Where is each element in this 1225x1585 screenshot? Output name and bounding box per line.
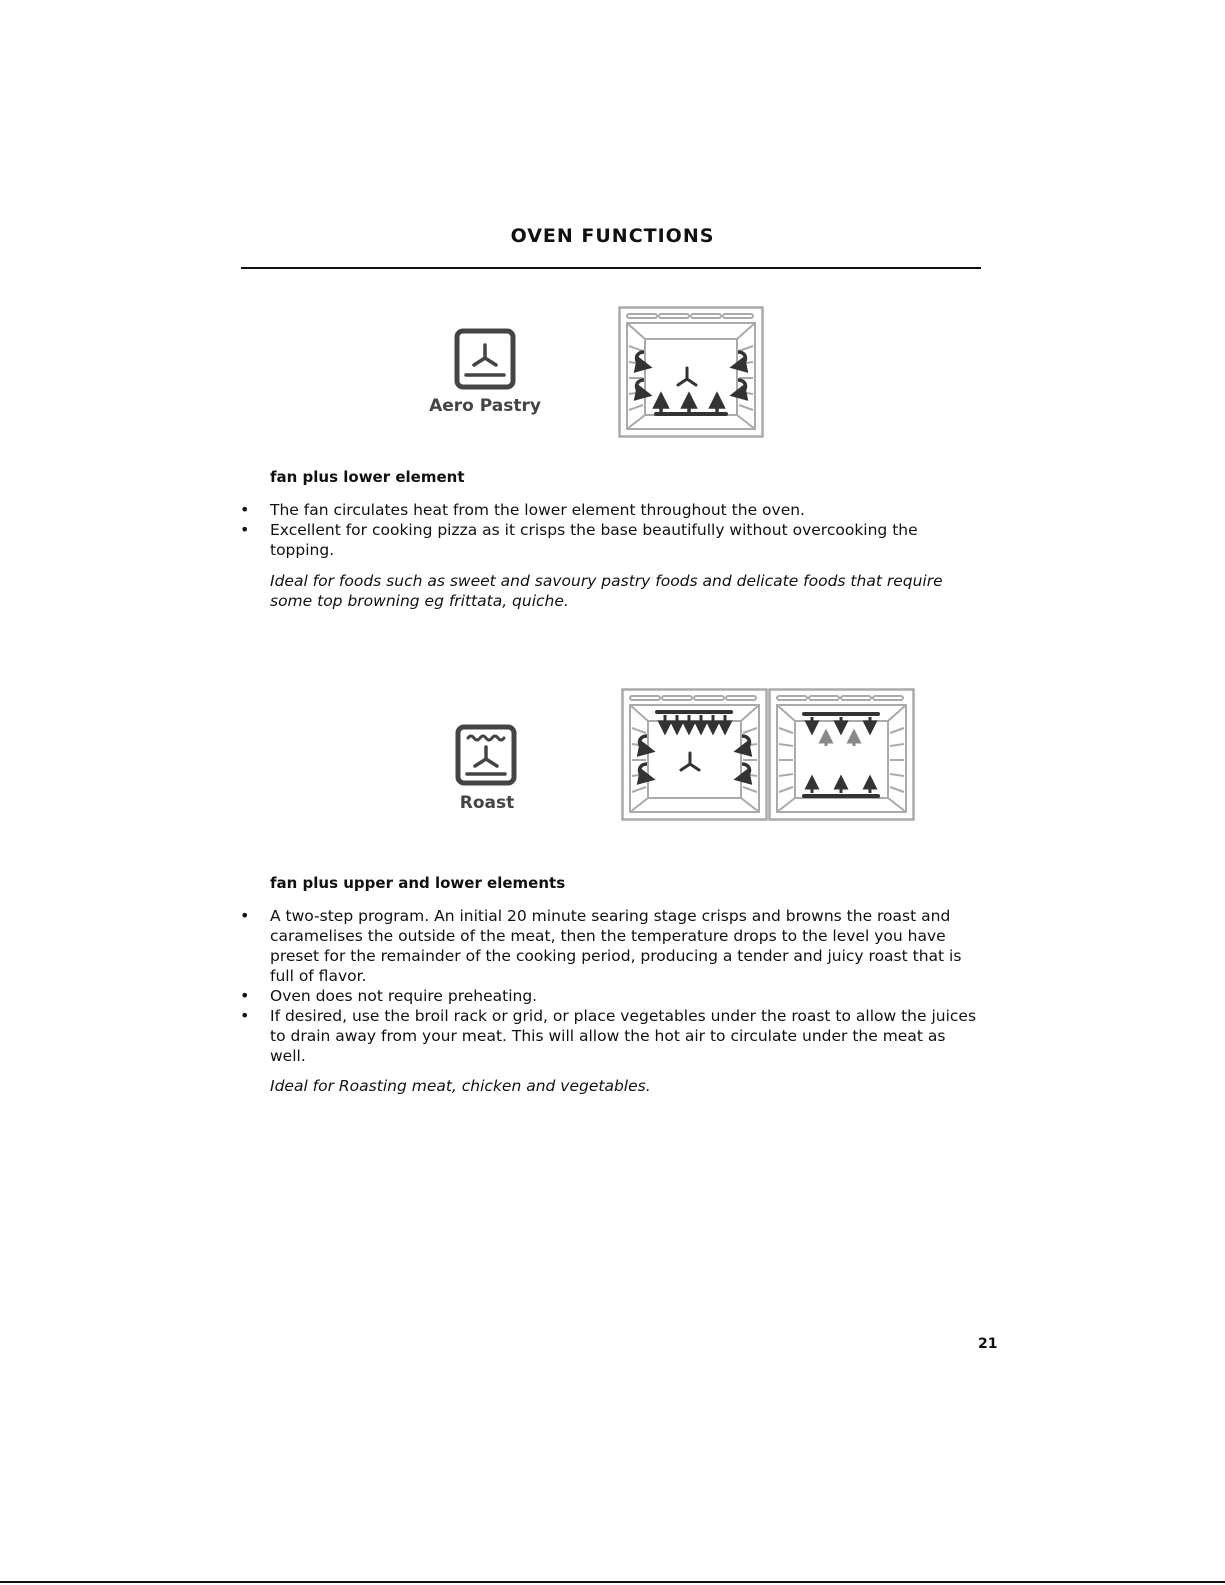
roast-icon <box>455 724 517 786</box>
aero-pastry-label: Aero Pastry <box>429 396 541 416</box>
aero-pastry-icon <box>454 328 516 390</box>
roast-searing-stage-diagram <box>621 688 768 821</box>
aero-pastry-ideal-note: Ideal for foods such as sweet and savoury pastry foods and delicate foods that require some top browning eg frittata, quiche. <box>270 572 943 610</box>
list-item: • If desired, use the broil rack or grid, or place vegetables under the roast to allow the juices to drain away from your meat. This will allow the hot air to circulate under the meat as well. <box>238 1006 978 1066</box>
list-item: • Oven does not require preheating. <box>238 986 978 1006</box>
page-title: OVEN FUNCTIONS <box>510 225 715 247</box>
header-rule <box>241 267 981 269</box>
list-item: • A two-step program. An initial 20 minute searing stage crisps and browns the roast and caramelises the outside of the meat, then the temperature drops to the level you have preset for the remainder of the cooking period, producing a tender and juicy roast that is full of flavor. <box>238 906 978 986</box>
roast-ideal-note: Ideal for Roasting meat, chicken and vegetables. <box>270 1077 651 1095</box>
roast-bullet-list <box>238 906 978 1066</box>
aero-pastry-bullet-list <box>238 500 978 560</box>
list-item: • The fan circulates heat from the lower element throughout the oven. <box>238 500 978 520</box>
roast-label: Roast <box>459 793 515 813</box>
roast-cooking-stage-diagram <box>768 688 915 821</box>
aero-pastry-subheading: fan plus lower element <box>270 468 465 486</box>
aero-pastry-airflow-diagram <box>618 306 764 438</box>
page-number: 21 <box>978 1336 998 1352</box>
list-item: • Excellent for cooking pizza as it crisps the base beautifully without overcooking the topping. <box>238 520 978 560</box>
roast-subheading: fan plus upper and lower elements <box>270 874 566 892</box>
footer-rule <box>0 1581 1225 1583</box>
